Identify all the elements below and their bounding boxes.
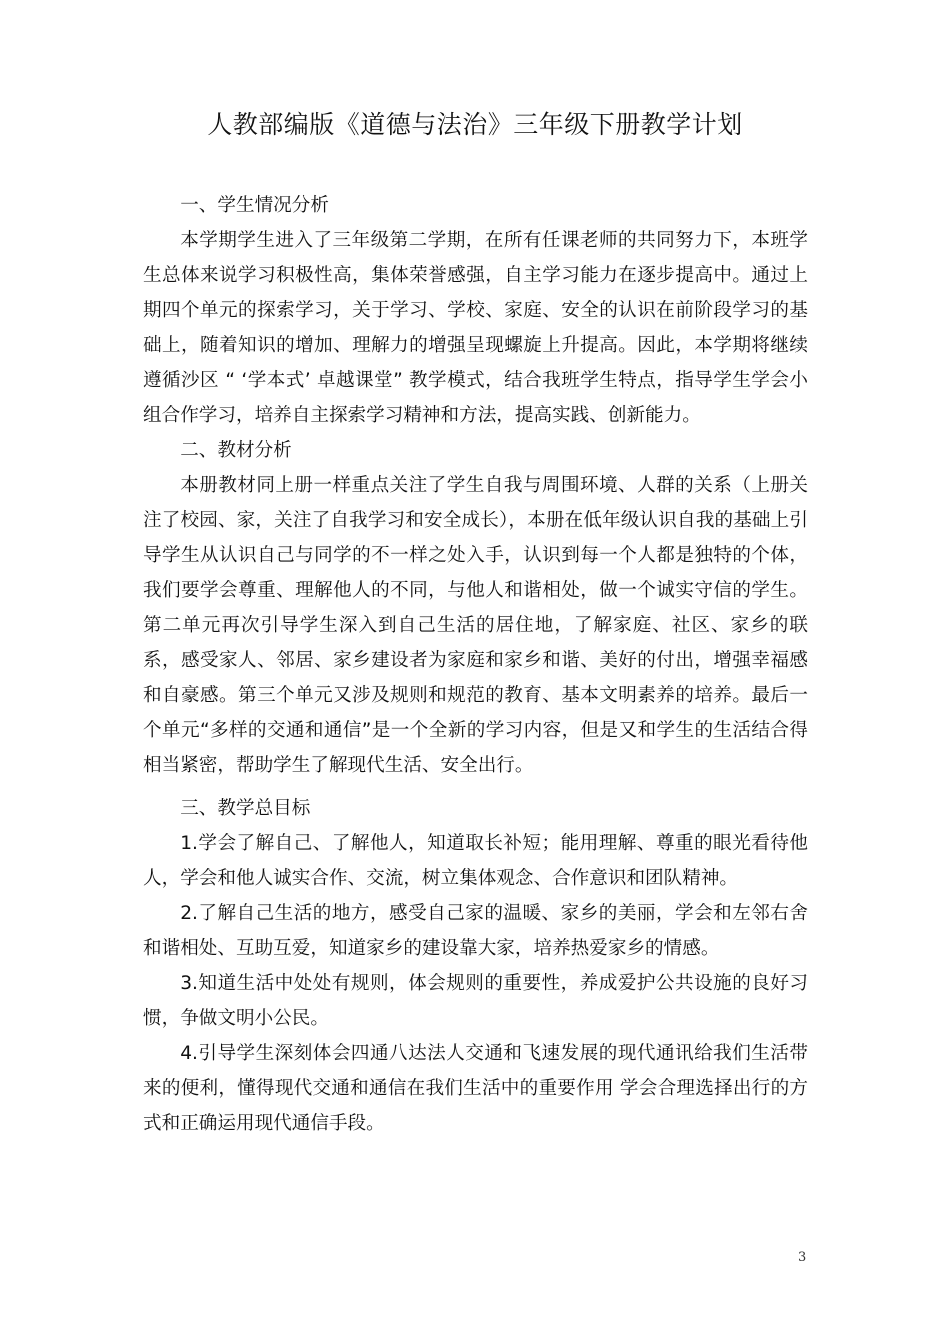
section-textbook-analysis	[143, 433, 808, 783]
goal-item: 4.引导学生深刻体会四通八达法人交通和飞速发展的现代通讯给我们生活带来的便利，懂得现代交通和通信在我们生活中的重要作用 学会合理选择出行的方式和正确运用现代通信手段。	[143, 1043, 808, 1134]
paragraph: 本册教材同上册一样重点关注了学生自我与周围环境、人群的关系（上册关注了校园、家，关注了自我学习和安全成长），本册在低年级认识自我的基础上引导学生从认识自己与同学的不一样之处入手，认识到每一个人都是独特的个体，我们要学会尊重、理解他人的不同，与他人和谐相处，做一个诚实守信的学生。第二单元再次引导学生深入到自己生活的居住地，了解家庭、社区、家乡的联系，感受家人、邻居、家乡建设者为家庭和家乡和谐、美好的付出，增强幸福感和自豪感。第三个单元又涉及规则和规范的教育、基本文明素养的培养。最后一个单元“多样的交通和通信”是一个全新的学习内容，但是又和学生的生活结合得相当紧密，帮助学生了解现代生活、安全出行。	[143, 475, 808, 776]
section-heading: 二、教材分析	[180, 440, 292, 461]
goal-item: 3.知道生活中处处有规则，体会规则的重要性，养成爱护公共设施的良好习惯，争做文明小公民。	[143, 973, 808, 1029]
section-teaching-goals	[143, 791, 808, 1141]
document-title: 人教部编版《道德与法治》三年级下册教学计划	[207, 110, 743, 139]
spacer	[143, 783, 808, 791]
section-heading: 一、学生情况分析	[180, 195, 329, 216]
goal-item: 1.学会了解自己、了解他人，知道取长补短；能用理解、尊重的眼光看待他人，学会和他人诚实合作、交流，树立集体观念、合作意识和团队精神。	[143, 833, 808, 889]
document-body	[143, 188, 808, 1141]
section-student-analysis	[143, 188, 808, 433]
goal-item: 2.了解自己生活的地方，感受自己家的温暖、家乡的美丽，学会和左邻右舍和谐相处、互助互爱，知道家乡的建设靠大家，培养热爱家乡的情感。	[143, 903, 808, 959]
page-number: 3	[798, 1250, 807, 1265]
section-heading: 三、教学总目标	[180, 798, 311, 819]
paragraph: 本学期学生进入了三年级第二学期，在所有任课老师的共同努力下，本班学生总体来说学习积极性高，集体荣誉感强，自主学习能力在逐步提高中。通过上期四个单元的探索学习，关于学习、学校、家庭、安全的认识在前阶段学习的基础上，随着知识的增加、理解力的增强呈现螺旋上升提高。因此，本学期将继续遵循沙区 “ ‘学本式’ 卓越课堂” 教学模式，结合我班学生特点，指导学生学会小组合作学习，培养自主探索学习精神和方法，提高实践、创新能力。	[143, 230, 808, 426]
